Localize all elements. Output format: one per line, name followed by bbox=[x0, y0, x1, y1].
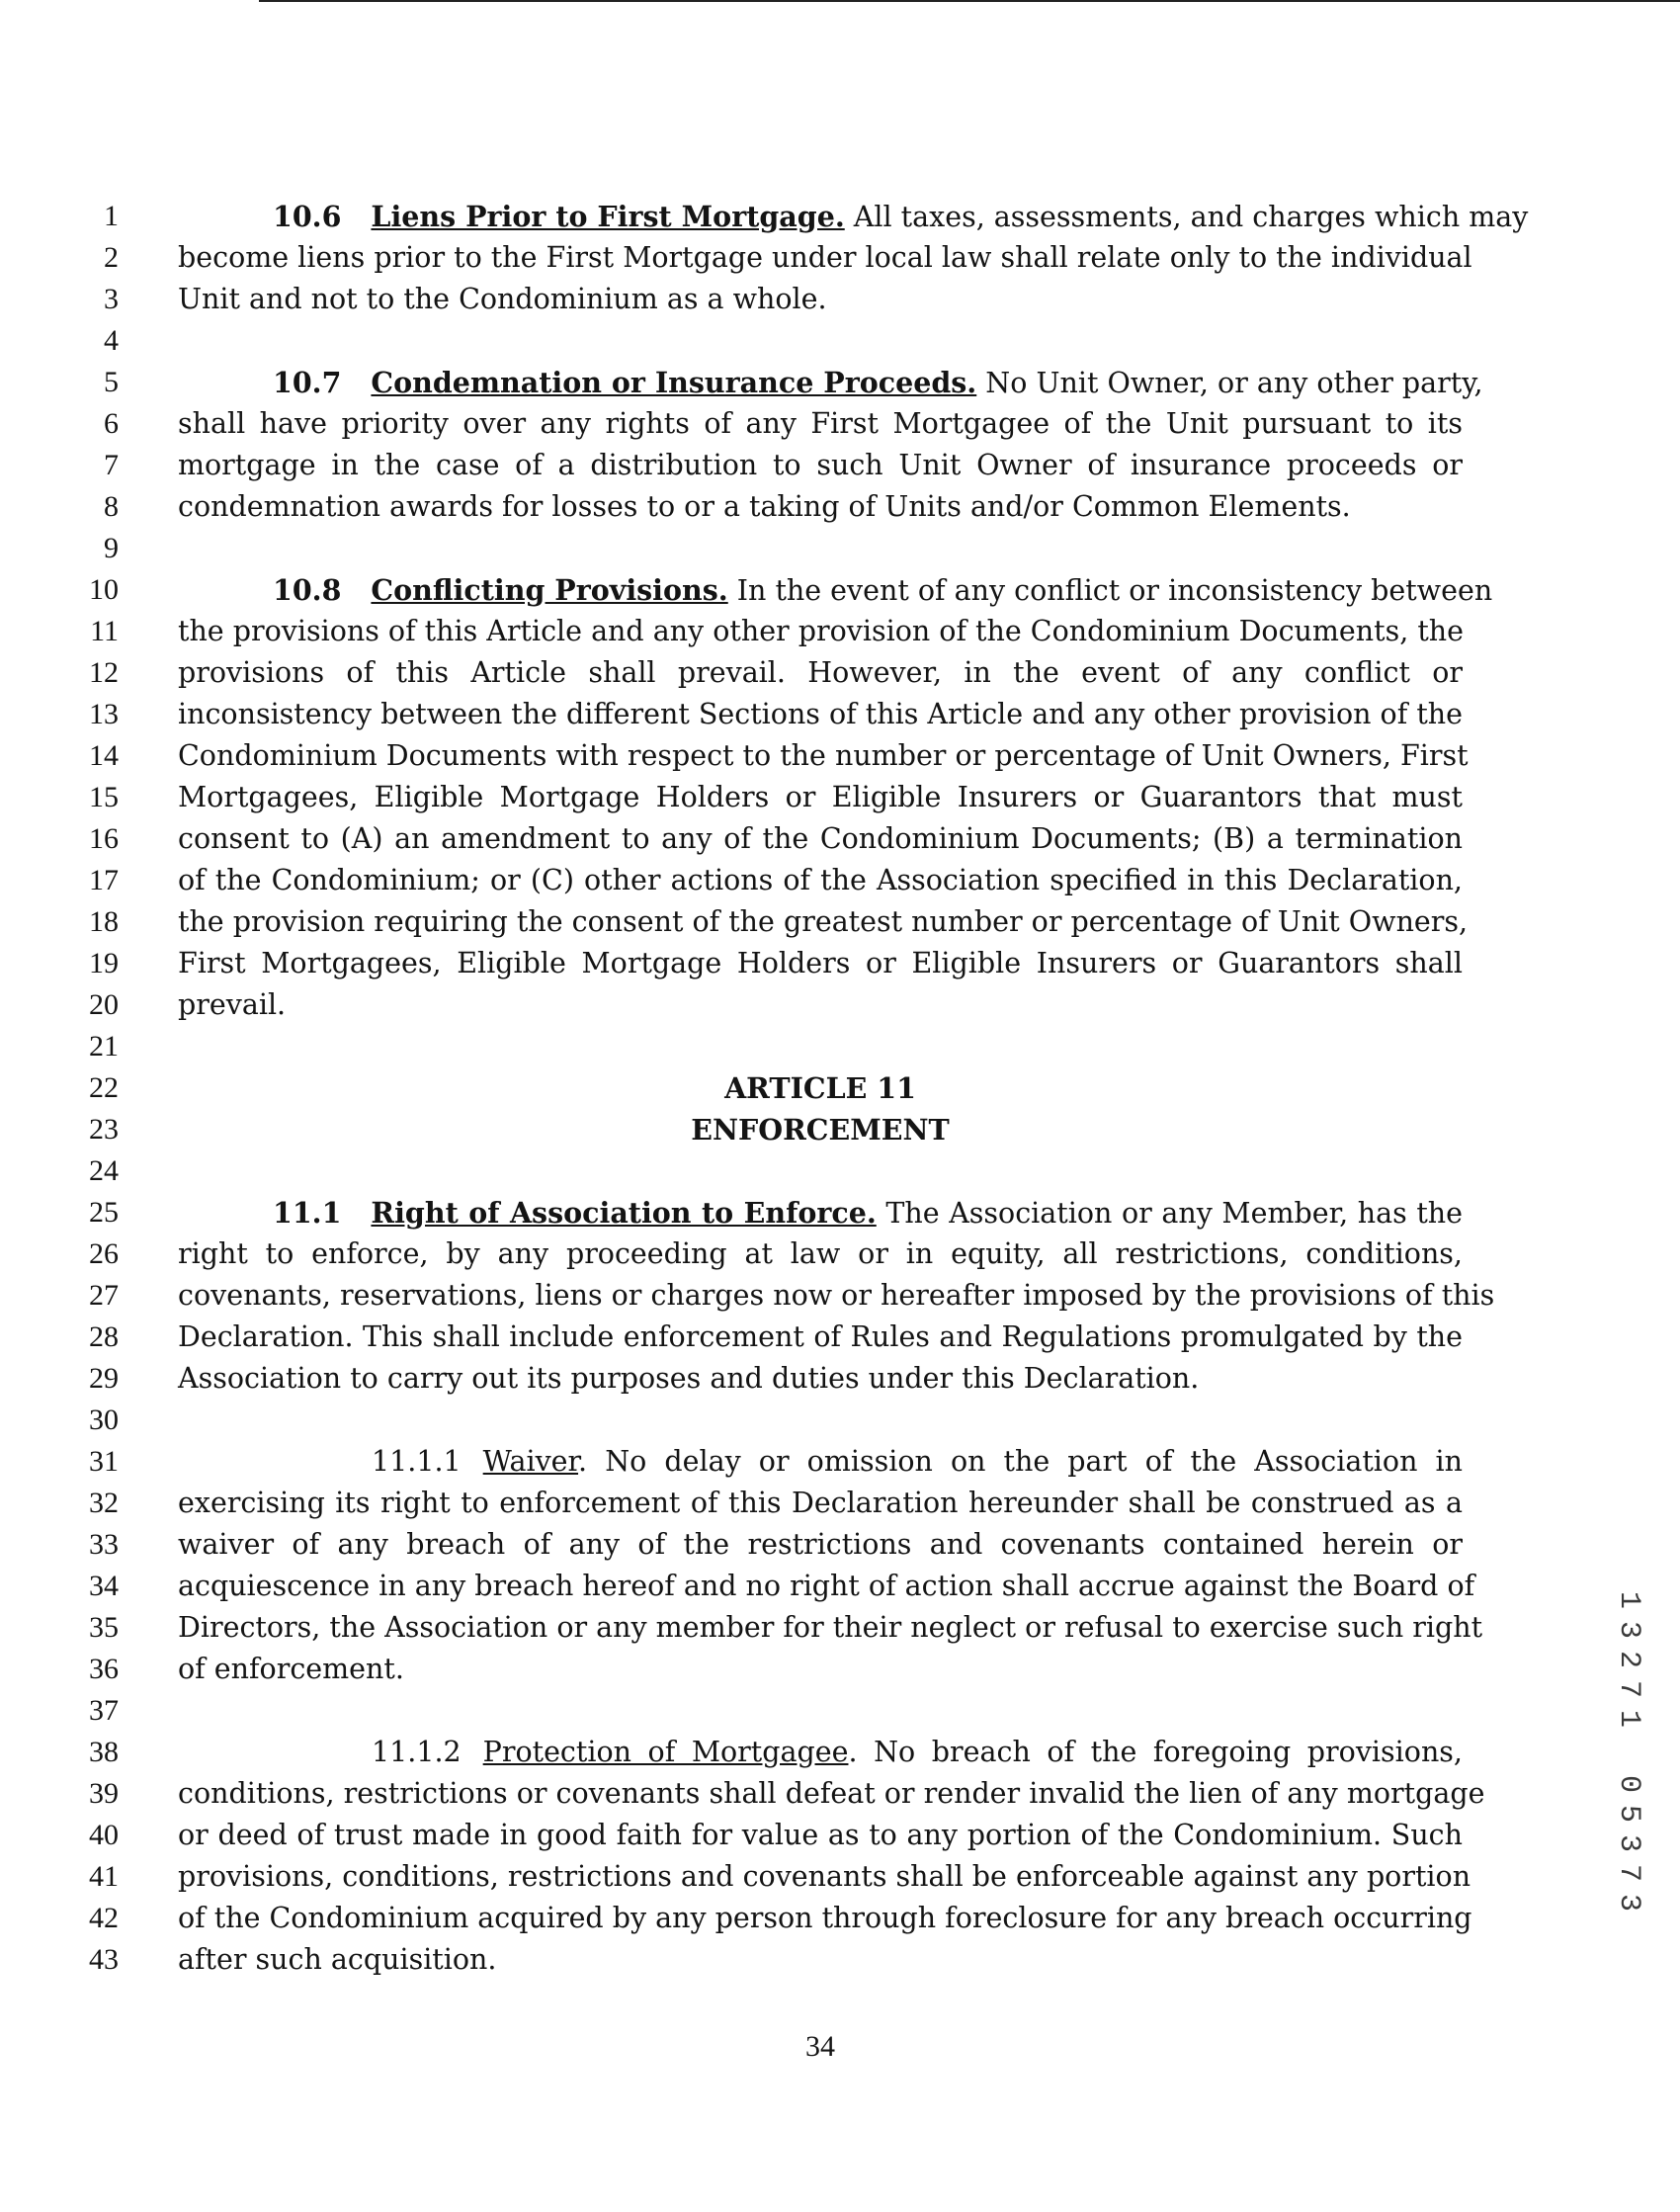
section-title: Protection of Mortgagee bbox=[482, 1736, 849, 1768]
section-text: All taxes, assessments, and charges which may bbox=[844, 201, 1529, 233]
line-number: 27 bbox=[89, 1279, 119, 1312]
paragraph-line: after such acquisition. bbox=[178, 1943, 497, 1976]
paragraph-line: mortgage in the case of a distribution to such Unit Owner of insurance proceeds or bbox=[178, 449, 1463, 481]
paragraph-line bbox=[372, 1732, 1463, 1773]
line-number: 35 bbox=[89, 1611, 119, 1644]
line-number: 2 bbox=[104, 241, 119, 274]
paragraph-line bbox=[273, 569, 1493, 611]
paragraph-line: of enforcement. bbox=[178, 1653, 404, 1685]
line-number: 1 bbox=[104, 200, 119, 232]
line-number: 28 bbox=[89, 1320, 119, 1353]
line-number: 24 bbox=[89, 1154, 119, 1187]
line-number: 39 bbox=[89, 1777, 119, 1810]
line-number: 25 bbox=[89, 1196, 119, 1229]
paragraph-line: provisions, conditions, restrictions and covenants shall be enforceable against any portion bbox=[178, 1860, 1471, 1893]
line-number: 14 bbox=[89, 739, 119, 772]
line-number: 23 bbox=[89, 1113, 119, 1146]
paragraph-line: Directors, the Association or any member for their neglect or refusal to exercise such right bbox=[178, 1611, 1483, 1644]
section-number: 10.6 bbox=[273, 200, 342, 233]
line-number: 32 bbox=[89, 1487, 119, 1519]
paragraph-line bbox=[273, 362, 1483, 403]
stamp-digit: 3 bbox=[1612, 1833, 1645, 1852]
section-title: Liens Prior to First Mortgage. bbox=[371, 200, 845, 233]
paragraph-line: acquiescence in any breach hereof and no right of action shall accrue against the Board of bbox=[178, 1570, 1475, 1602]
line-number: 41 bbox=[89, 1860, 119, 1893]
paragraph-line: provisions of this Article shall prevail. However, in the event of any conflict or bbox=[178, 656, 1463, 689]
section-title: Waiver bbox=[482, 1445, 579, 1478]
paragraph-line: of the Condominium acquired by any person through foreclosure for any breach occurring bbox=[178, 1902, 1472, 1934]
stamp-digit: 3 bbox=[1612, 1620, 1645, 1639]
line-number: 22 bbox=[89, 1071, 119, 1104]
stamp-digit: 7 bbox=[1612, 1863, 1645, 1882]
line-number: 31 bbox=[89, 1445, 119, 1478]
line-number: 4 bbox=[104, 324, 119, 357]
line-number: 29 bbox=[89, 1362, 119, 1395]
stamp-digit: 1 bbox=[1612, 1709, 1645, 1728]
stamp-digit: 7 bbox=[1612, 1679, 1645, 1698]
stamp-digit: 2 bbox=[1612, 1650, 1645, 1668]
paragraph-line bbox=[273, 1192, 1463, 1234]
section-number: 10.8 bbox=[273, 573, 342, 607]
line-number: 37 bbox=[89, 1694, 119, 1727]
line-number: 20 bbox=[89, 988, 119, 1021]
paragraph-line bbox=[372, 1441, 1463, 1483]
paragraph-line: Unit and not to the Condominium as a whole. bbox=[178, 283, 827, 315]
paragraph-line: become liens prior to the First Mortgage under local law shall relate only to the individual bbox=[178, 241, 1472, 274]
stamp-digit: 0 bbox=[1612, 1774, 1645, 1793]
paragraph-line: Declaration. This shall include enforcement of Rules and Regulations promulgated by the bbox=[178, 1320, 1463, 1353]
paragraph-line: or deed of trust made in good faith for value as to any portion of the Condominium. Such bbox=[178, 1819, 1463, 1851]
paragraph-line bbox=[273, 196, 1529, 237]
paragraph-line: exercising its right to enforcement of this Declaration hereunder shall be construed as a bbox=[178, 1487, 1463, 1519]
paragraph-line: consent to (A) an amendment to any of the Condominium Documents; (B) a termination bbox=[178, 822, 1463, 855]
line-number: 33 bbox=[89, 1528, 119, 1561]
section-title: Conflicting Provisions. bbox=[371, 573, 728, 607]
line-number: 21 bbox=[89, 1030, 119, 1063]
line-number: 10 bbox=[89, 573, 119, 606]
paragraph-line: conditions, restrictions or covenants shall defeat or render invalid the lien of any mortgage bbox=[178, 1777, 1485, 1810]
line-number: 6 bbox=[104, 407, 119, 440]
line-number: 5 bbox=[104, 366, 119, 398]
paragraph-line: shall have priority over any rights of any First Mortgagee of the Unit pursuant to its bbox=[178, 407, 1463, 440]
section-text: In the event of any conflict or inconsistency between bbox=[727, 574, 1493, 607]
line-number: 38 bbox=[89, 1736, 119, 1768]
line-number: 13 bbox=[89, 698, 119, 730]
section-number: 11.1 bbox=[273, 1196, 342, 1230]
line-number: 42 bbox=[89, 1902, 119, 1934]
line-number: 40 bbox=[89, 1819, 119, 1851]
line-number: 19 bbox=[89, 947, 119, 979]
section-number: 10.7 bbox=[273, 366, 342, 399]
paragraph-line: condemnation awards for losses to or a taking of Units and/or Common Elements. bbox=[178, 490, 1351, 523]
paragraph-line: the provision requiring the consent of the greatest number or percentage of Unit Owners, bbox=[178, 905, 1469, 938]
line-number: 17 bbox=[89, 864, 119, 896]
line-number: 26 bbox=[89, 1237, 119, 1270]
paragraph-line: covenants, reservations, liens or charges now or hereafter imposed by the provisions of this bbox=[178, 1279, 1495, 1312]
line-number: 18 bbox=[89, 905, 119, 938]
section-text: The Association or any Member, has the bbox=[876, 1197, 1463, 1230]
paragraph-line: Mortgagees, Eligible Mortgage Holders or Eligible Insurers or Guarantors that must bbox=[178, 781, 1463, 813]
stamp-digit: 5 bbox=[1612, 1804, 1645, 1823]
line-number: 43 bbox=[89, 1943, 119, 1976]
line-number: 16 bbox=[89, 822, 119, 855]
paragraph-line: inconsistency between the different Sections of this Article and any other provision of the bbox=[178, 698, 1463, 730]
line-number: 9 bbox=[104, 532, 119, 564]
line-number: 30 bbox=[89, 1404, 119, 1436]
section-text: . No delay or omission on the part of the Association in bbox=[578, 1445, 1463, 1478]
stamp-digit: 1 bbox=[1612, 1590, 1645, 1609]
line-number: 36 bbox=[89, 1653, 119, 1685]
page-number: 34 bbox=[805, 2030, 835, 2063]
section-title: Right of Association to Enforce. bbox=[371, 1196, 877, 1230]
section-number: 11.1.1 bbox=[372, 1445, 462, 1478]
paragraph-line: waiver of any breach of any of the restrictions and covenants contained herein or bbox=[178, 1528, 1463, 1561]
line-number: 12 bbox=[89, 656, 119, 689]
paragraph-line: First Mortgagees, Eligible Mortgage Holders or Eligible Insurers or Guarantors shall bbox=[178, 947, 1463, 979]
paragraph-line: prevail. bbox=[178, 988, 287, 1021]
paragraph-line: Condominium Documents with respect to the number or percentage of Unit Owners, First bbox=[178, 739, 1469, 772]
paragraph-line: the provisions of this Article and any other provision of the Condominium Documents, the bbox=[178, 615, 1465, 647]
stamp-digit: 3 bbox=[1612, 1893, 1645, 1912]
line-number: 3 bbox=[104, 283, 119, 315]
top-border-line bbox=[259, 0, 1680, 2]
section-text: No Unit Owner, or any other party, bbox=[976, 367, 1483, 399]
recording-stamp bbox=[1609, 1585, 1648, 1917]
line-number: 11 bbox=[90, 615, 119, 647]
section-number: 11.1.2 bbox=[372, 1736, 462, 1768]
article-subheading: ENFORCEMENT bbox=[691, 1113, 950, 1147]
paragraph-line: Association to carry out its purposes and duties under this Declaration. bbox=[178, 1362, 1200, 1395]
paragraph-line: of the Condominium; or (C) other actions of the Association specified in this Declaration, bbox=[178, 864, 1463, 896]
line-number: 7 bbox=[104, 449, 119, 481]
line-number: 15 bbox=[89, 781, 119, 813]
section-text: . No breach of the foregoing provisions, bbox=[848, 1736, 1463, 1768]
section-title: Condemnation or Insurance Proceeds. bbox=[371, 366, 977, 399]
line-number: 34 bbox=[89, 1570, 119, 1602]
article-heading: ARTICLE 11 bbox=[724, 1071, 916, 1105]
line-number: 8 bbox=[104, 490, 119, 523]
paragraph-line: right to enforce, by any proceeding at law or in equity, all restrictions, conditions, bbox=[178, 1237, 1463, 1270]
